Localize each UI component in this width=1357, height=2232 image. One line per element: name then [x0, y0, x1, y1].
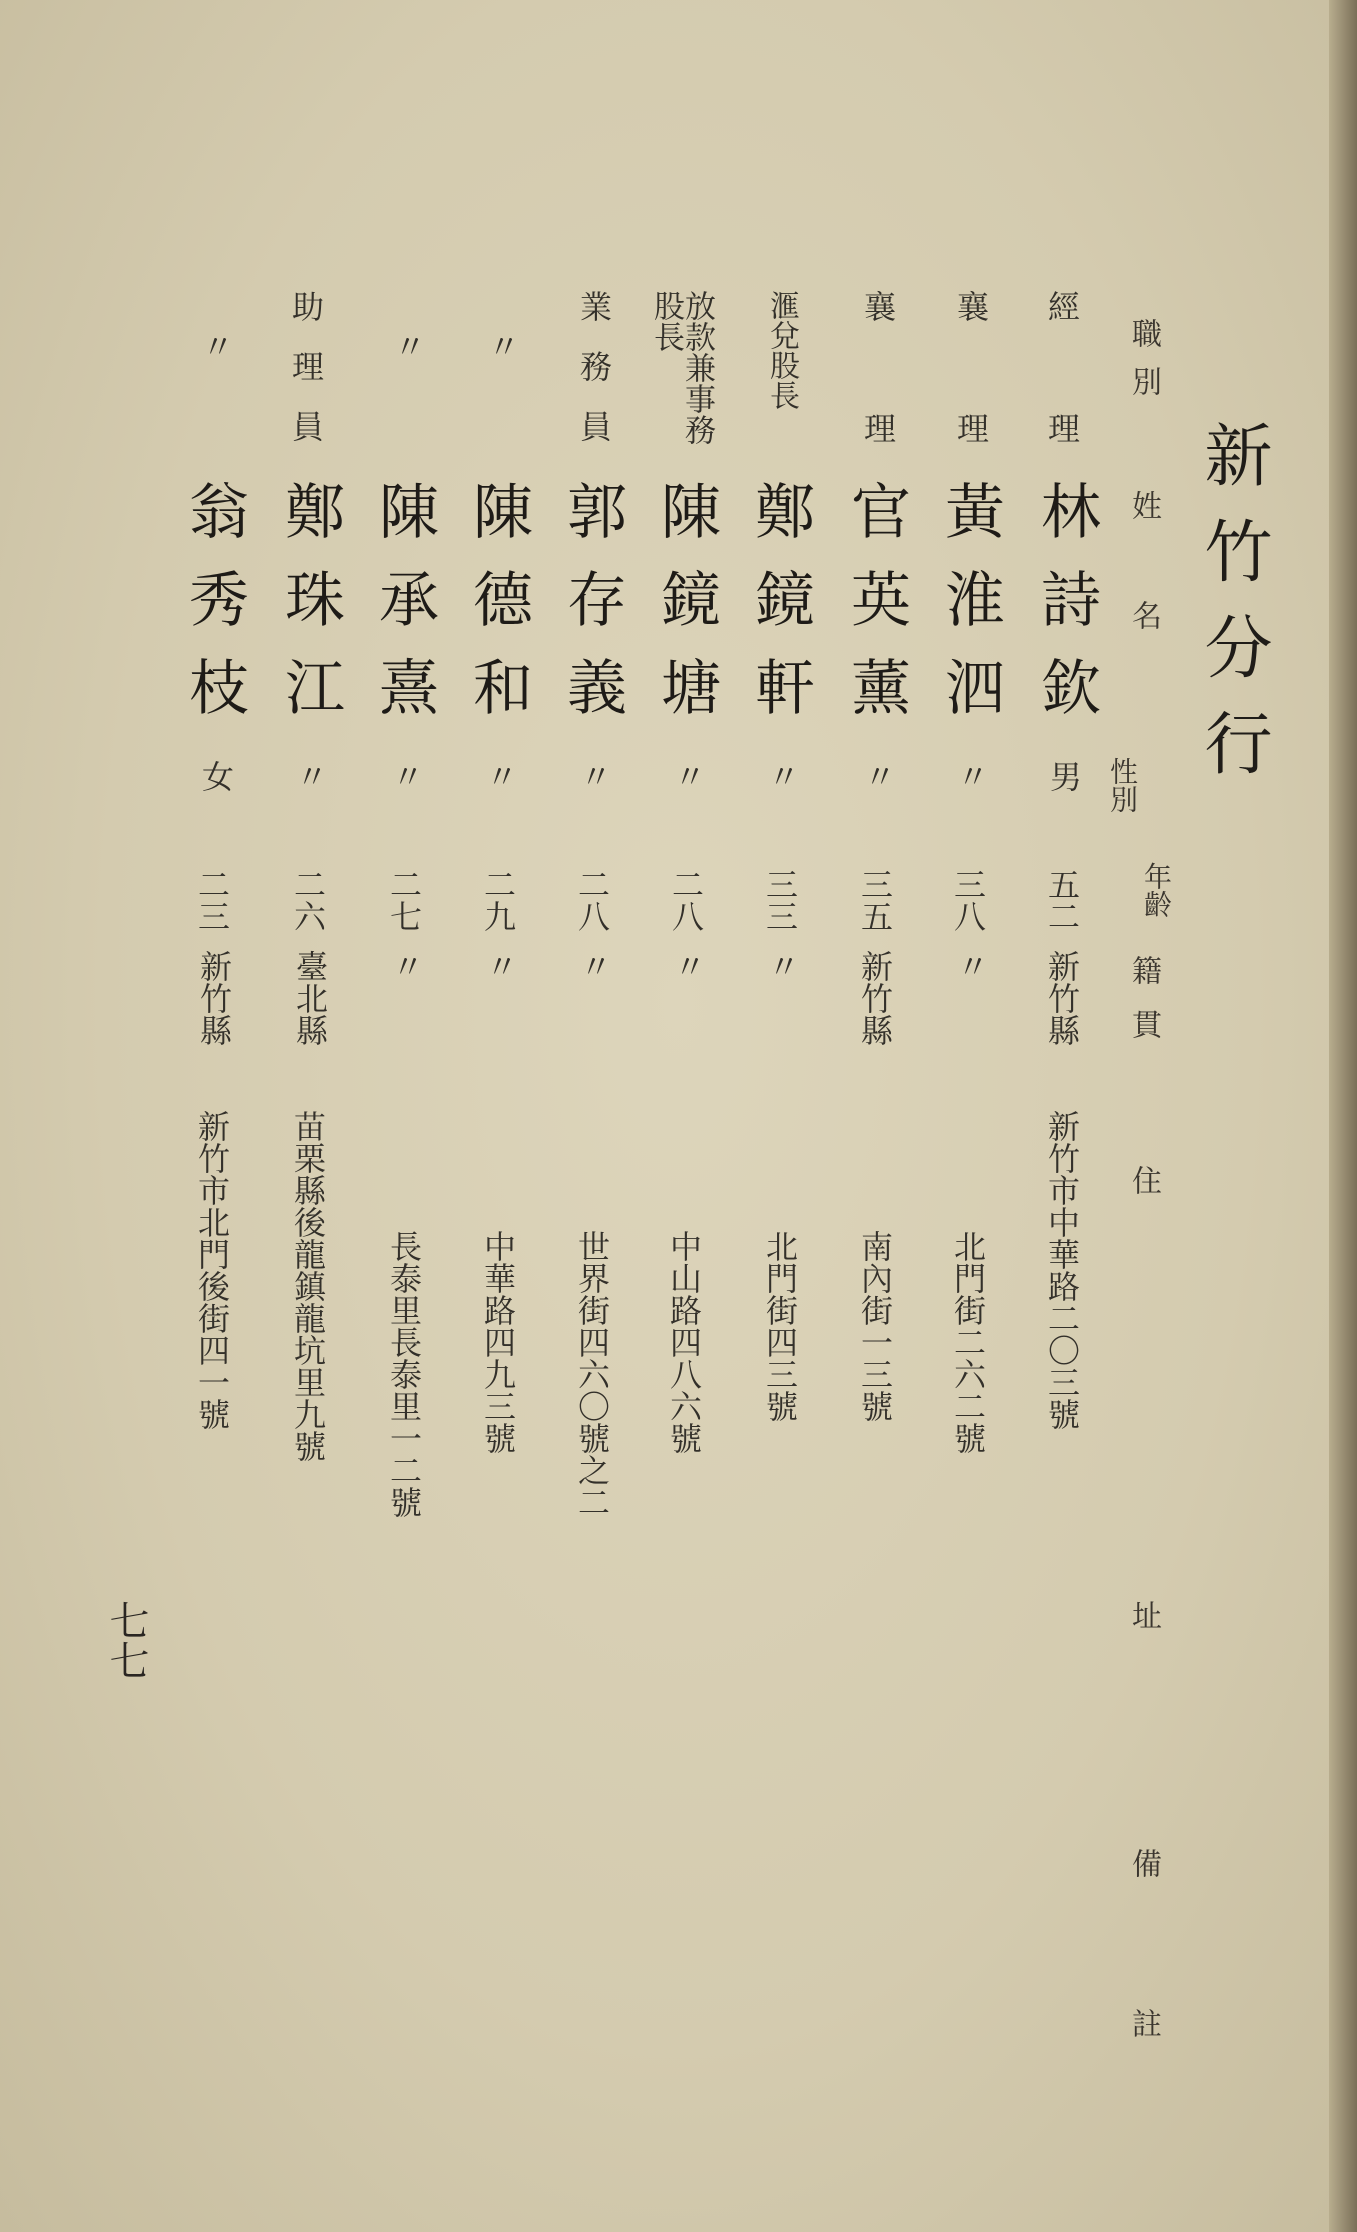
row-10-address: 新竹市北門後街四一號 — [193, 1110, 231, 1430]
row-7-sex: 〃 — [481, 760, 519, 792]
row-9-native: 臺北縣 — [291, 950, 329, 1046]
header-address-1: 住 — [1126, 1165, 1161, 1195]
header-native: 籍貫 — [1126, 955, 1161, 1063]
header-name: 姓名 — [1126, 490, 1161, 710]
row-4-native: 〃 — [763, 950, 801, 982]
row-2-address: 北門街二六二號 — [949, 1230, 987, 1454]
row-5-age: 二八 — [667, 868, 705, 932]
row-8-native: 〃 — [387, 950, 425, 982]
row-6-name: 郭存義 — [557, 480, 627, 744]
header-position: 職別 — [1126, 318, 1161, 414]
row-8-age: 二七 — [385, 868, 423, 932]
row-4-age: 三三 — [761, 868, 799, 932]
row-8-address: 長泰里長泰里一二號 — [385, 1230, 423, 1518]
row-1-native: 新竹縣 — [1043, 950, 1081, 1046]
header-age: 年齡 — [1140, 862, 1173, 918]
row-2-position: 襄理 — [952, 290, 990, 534]
row-9-address: 苗栗縣後龍鎮龍坑里九號 — [289, 1110, 327, 1462]
row-6-sex: 〃 — [575, 760, 613, 792]
page-title: 新竹分行 — [1193, 420, 1272, 804]
row-6-age: 二八 — [573, 868, 611, 932]
row-8-position: 〃 — [389, 330, 427, 362]
row-5-sex: 〃 — [669, 760, 707, 792]
row-2-native: 〃 — [952, 950, 990, 982]
row-2-name: 黃淮泗 — [935, 480, 1005, 744]
row-9-sex: 〃 — [291, 760, 329, 792]
row-7-name: 陳德和 — [463, 480, 533, 744]
row-4-sex: 〃 — [763, 760, 801, 792]
row-6-address: 世界街四六〇號之二 — [573, 1230, 611, 1518]
book-spine-shadow — [1329, 0, 1357, 2232]
row-1-position: 經理 — [1043, 290, 1081, 534]
row-10-position: 〃 — [197, 330, 235, 362]
row-3-native: 新竹縣 — [856, 950, 894, 1046]
row-10-sex: 女 — [197, 760, 235, 792]
row-9-position: 助理員 — [287, 290, 325, 470]
row-1-sex: 男 — [1045, 760, 1083, 792]
row-10-name: 翁秀枝 — [179, 480, 249, 744]
row-1-name: 林詩欽 — [1031, 480, 1101, 744]
row-7-native: 〃 — [481, 950, 519, 982]
row-7-address: 中華路四九三號 — [479, 1230, 517, 1454]
row-3-address: 南內街一三號 — [856, 1230, 894, 1422]
row-7-age: 二九 — [479, 868, 517, 932]
header-address-2: 址 — [1126, 1600, 1161, 1630]
row-4-name: 鄭鏡軒 — [745, 480, 815, 744]
header-remarks: 備註 — [1126, 1848, 1161, 2168]
row-8-name: 陳承熹 — [369, 480, 439, 744]
row-5-name: 陳鏡塘 — [651, 480, 721, 744]
row-6-position: 業務員 — [575, 290, 613, 470]
row-1-age: 五二 — [1043, 868, 1081, 932]
row-10-native: 新竹縣 — [195, 950, 233, 1046]
row-2-sex: 〃 — [952, 760, 990, 792]
row-4-position: 滙兌股長 — [764, 290, 799, 410]
row-8-sex: 〃 — [387, 760, 425, 792]
row-3-position: 襄理 — [859, 290, 897, 534]
row-1-address: 新竹市中華路二〇三號 — [1043, 1110, 1081, 1430]
row-9-age: 二六 — [289, 868, 327, 932]
row-4-address: 北門街四三號 — [761, 1230, 799, 1422]
row-3-name: 官英薰 — [841, 480, 911, 744]
row-6-native: 〃 — [575, 950, 613, 982]
row-3-age: 三五 — [856, 868, 894, 932]
row-5-address: 中山路四八六號 — [665, 1230, 703, 1454]
row-5-native: 〃 — [669, 950, 707, 982]
row-9-name: 鄭珠江 — [275, 480, 345, 744]
page-number: 七七 — [103, 1600, 149, 1680]
row-2-age: 三八 — [949, 868, 987, 932]
row-10-age: 二三 — [193, 868, 231, 932]
row-3-sex: 〃 — [859, 760, 897, 792]
header-sex: 性別 — [1106, 757, 1139, 813]
row-5-position: 放款兼事務股長 — [648, 290, 715, 445]
row-7-position: 〃 — [483, 330, 521, 362]
